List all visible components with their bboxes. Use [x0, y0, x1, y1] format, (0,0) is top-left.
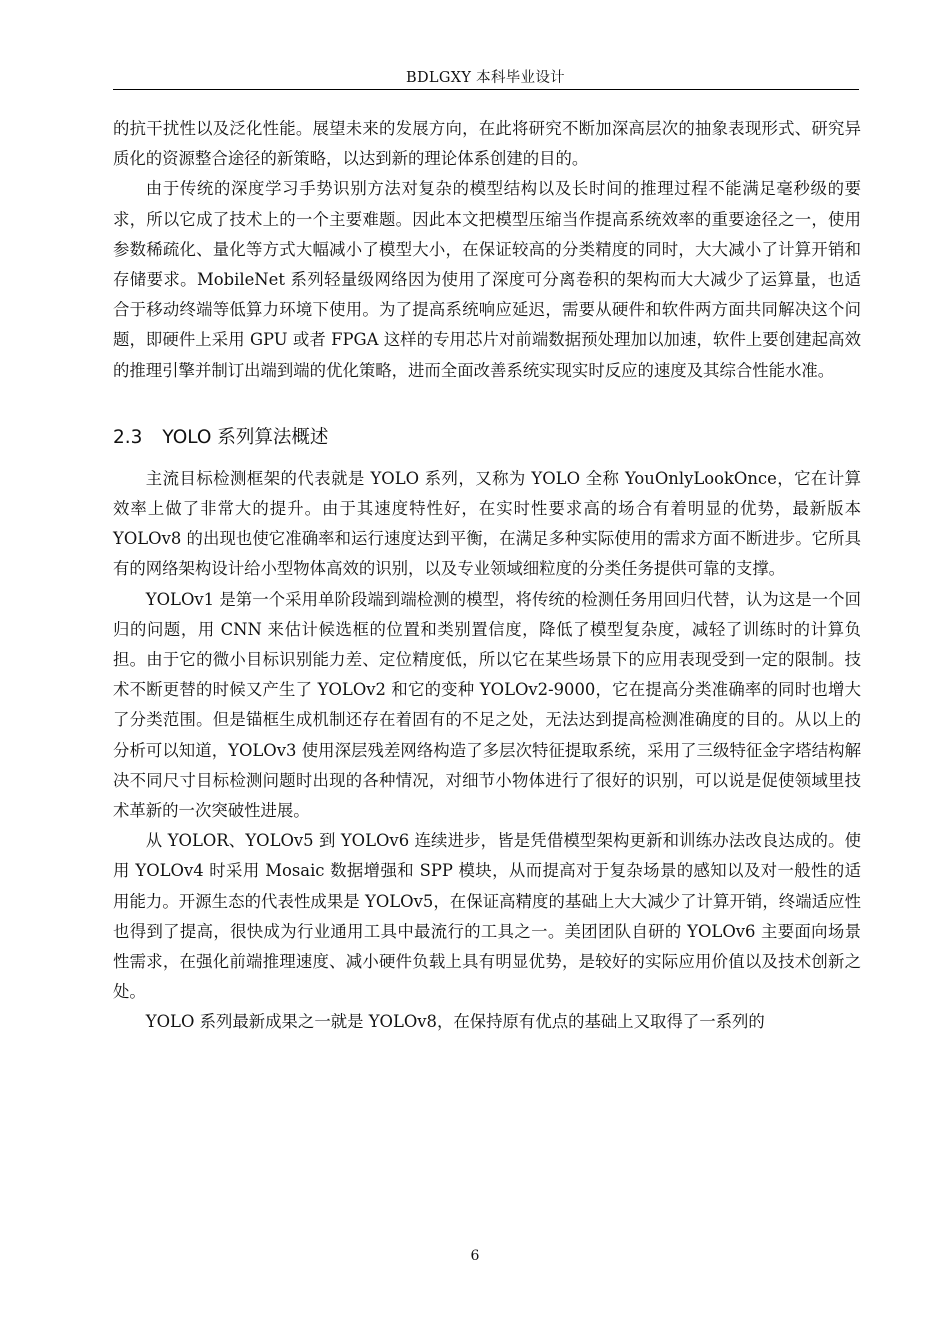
paragraph-model-compression: 由于传统的深度学习手势识别方法对复杂的模型结构以及长时间的推理过程不能满足毫秒级的要求，所以它成了技术上的一个主要难题。因此本文把模型压缩当作提高系统效率的重要途径之一，使用参数稀疏化、量化等方式大幅减小了模型大小，在保证较高的分类精度的同时，大大减小了计算开销和存储要求。MobileNet 系列轻量级网络因为使用了深度可分离卷积的架构而大大减少了运算量，也适合于移动终端等低算力环境下使用。为了提高系统响应延迟，需要从硬件和软件两方面共同解决这个问题，即硬件上采用 GPU 或者 FPGA 这样的专用芯片对前端数据预处理加以加速，软件上要创建起高效的推理引擎并制订出端到端的优化策略，进而全面改善系统实现实时反应的速度及其综合性能水准。 — [113, 179, 861, 380]
paragraph-continued: 的抗干扰性以及泛化性能。展望未来的发展方向，在此将研究不断加深高层次的抽象表现形式、研究异质化的资源整合途径的新策略，以达到新的理论体系创建的目的。 — [113, 119, 861, 169]
page-body — [113, 114, 861, 1038]
page-header-title: BDLGXY 本科毕业设计 — [406, 70, 565, 86]
paragraph-yolo-intro: 主流目标检测框架的代表就是 YOLO 系列，又称为 YOLO 全称 YouOnlyLookOnce，它在计算效率上做了非常大的提升。由于其速度特性好，在实时性要求高的场合有着明显的优势，最新版本 YOLOv8 的出现也使它准确率和运行速度达到平衡，在满足多种实际使用的需求方面不断进步。它所具有的网络架构设计给小型物体高效的识别，以及专业领域细粒度的分类任务提供可靠的支撑。 — [113, 468, 861, 579]
section-title: YOLO 系列算法概述 — [162, 426, 329, 448]
section-heading — [113, 424, 861, 452]
page-number: 6 — [470, 1248, 480, 1264]
paragraph-yolov1-v3: YOLOv1 是第一个采用单阶段端到端检测的模型，将传统的检测任务用回归代替，认为这是一个回归的问题，用 CNN 来估计候选框的位置和类别置信度，降低了模型复杂度，减轻了训练时的计算负担。由于它的微小目标识别能力差、定位精度低，所以它在某些场景下的应用表现受到一定的限制。技术不断更替的时候又产生了 YOLOv2 和它的变种 YOLOv2-9000，它在提高分类准确率的同时也增大了分类范围。但是锚框生成机制还存在着固有的不足之处，无法达到提高检测准确度的目的。从以上的分析可以知道，YOLOv3 使用深层残差网络构造了多层次特征提取系统，采用了三级特征金字塔结构解决不同尺寸目标检测问题时出现的各种情况，对细节小物体进行了很好的识别，可以说是促使领域里技术革新的一次突破性进展。 — [113, 589, 861, 821]
paragraph-yolov8: YOLO 系列最新成果之一就是 YOLOv8，在保持原有优点的基础上又取得了一系列的 — [145, 1012, 765, 1032]
header-divider — [113, 89, 859, 90]
section-number: 2.3 — [113, 426, 143, 448]
paragraph-yolov4-v6: 从 YOLOR、YOLOv5 到 YOLOv6 连续进步，皆是凭借模型架构更新和训练办法改良达成的。使用 YOLOv4 时采用 Mosaic 数据增强和 SPP 模块，从而提高对于复杂场景的感知以及对一般性的适用能力。开源生态的代表性成果是 YOLOv5，在保证高精度的基础上大大减少了计算开销，终端适应性也得到了提高，很快成为行业通用工具中最流行的工具之一。美团团队自研的 YOLOv6 主要面向场景性需求，在强化前端推理速度、减小硬件负载上具有明显优势，是较好的实际应用价值以及技术创新之处。 — [113, 831, 861, 1002]
